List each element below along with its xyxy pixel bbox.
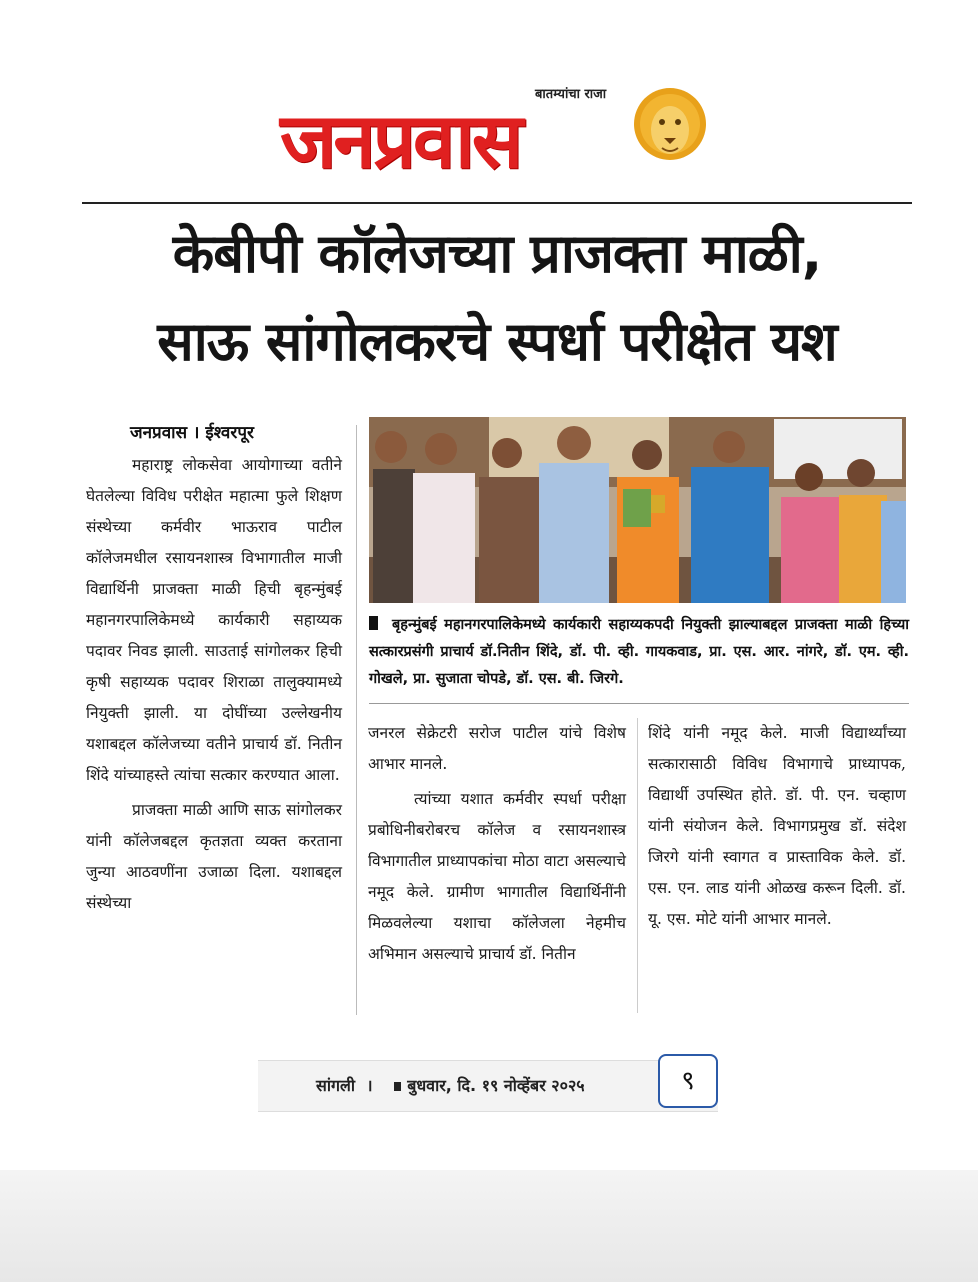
caption-text: बृहन्मुंबई महानगरपालिकेमध्ये कार्यकारी सहाय्यकपदी नियुक्ती झाल्याबद्दल प्राजक्ता माळी हिच्या सत्कारप्रसंगी प्राचार्य डॉ.नितीन शिंदे, डॉ. पी. व्ही. गायकवाड, प्रा. एस. आर. नांगरे, डॉ. एम. व्ही. गोखले, प्रा. सुजाता चोपडे, डॉ. एस. बी. जिरगे.: [369, 617, 909, 687]
masthead-tagline: बातम्यांचा राजा: [535, 87, 607, 102]
article-column-right: [648, 718, 906, 935]
paragraph: महाराष्ट्र लोकसेवा आयोगाच्या वतीने घेतलेल्या विविध परीक्षेत महात्मा फुले शिक्षण संस्थेच्या कर्मवीर भाऊराव पाटील कॉलेजमधील रसायनशास्त्र विभागातील माजी विद्यार्थिनी प्राजक्ता माळी हिची बृहन्मुंबई महानगरपालिकेमध्ये कार्यकारी सहाय्यक पदावर निवड झाली. साउताई सांगोलकर हिची कृषी सहाय्यक पदावर शिराळा तालुक्यामध्ये नियुक्ती झाली. या दोघींच्या उल्लेखनीय यशाबद्दल कॉलेजच्या वतीने प्राचार्य डॉ. नितीन शिंदे यांच्याहस्ते त्यांचा सत्कार करण्यात आला.: [86, 456, 342, 784]
footer-date: बुधवार, दि. १९ नोव्हेंबर २०२५: [407, 1076, 585, 1095]
page-number: ९: [658, 1054, 718, 1108]
column-divider: [356, 425, 357, 1015]
headline-line-1: केबीपी कॉलेजच्या प्राजक्ता माळी,: [172, 222, 822, 285]
page-bottom-shade: [0, 1170, 978, 1282]
paragraph: प्राजक्ता माळी आणि साऊ सांगोलकर यांनी कॉलेजबद्दल कृतज्ञता व्यक्त करताना जुन्या आठवणींना उजाळा दिला. यशाबद्दल संस्थेच्या: [86, 801, 342, 912]
article-column-left: [86, 450, 342, 919]
photo-caption: [369, 612, 909, 693]
caption-rule: [369, 703, 909, 704]
dateline: जनप्रवास । ईश्वरपूर: [130, 423, 254, 443]
article-column-middle: [368, 718, 626, 970]
paragraph: त्यांच्या यशात कर्मवीर स्पर्धा परीक्षा प्रबोधिनीबरोबरच कॉलेज व रसायनशास्त्र विभागातील प्राध्यापकांचा मोठा वाटा असल्याचे नमूद केले. ग्रामीण भागातील विद्यार्थिनींनी मिळवलेल्या यशाचा कॉलेजला नेहमीच अभिमान असल्याचे प्राचार्य डॉ. नितीन: [368, 790, 626, 963]
page-footer: [258, 1052, 718, 1118]
headline-line-2: साऊ सांगोलकरचे स्पर्धा परीक्षेत यश: [157, 310, 837, 373]
masthead: [280, 78, 710, 188]
paragraph: जनरल सेक्रेटरी सरोज पाटील यांचे विशेष आभार मानले.: [368, 724, 626, 773]
newspaper-logo-text: जनप्रवास: [280, 96, 521, 185]
lion-logo-icon: [630, 78, 710, 168]
caption-bullet-icon: [369, 616, 378, 630]
headline: [82, 210, 912, 386]
footer-bullet-icon: [394, 1082, 401, 1091]
footer-city: सांगली: [316, 1076, 355, 1095]
felicitation-photo: [369, 417, 906, 603]
column-divider: [637, 718, 638, 1013]
footer-dateline: [316, 1074, 585, 1096]
footer-separator: ।: [366, 1076, 373, 1095]
paragraph: शिंदे यांनी नमूद केले. माजी विद्यार्थ्यांच्या सत्कारासाठी विविध विभागाचे प्राध्यापक, विद्यार्थी उपस्थित होते. डॉ. पी. एन. चव्हाण यांनी संयोजन केले. विभागप्रमुख डॉ. संदेश जिरगे यांनी स्वागत व प्रास्ताविक केले. डॉ. एस. एन. लाड यांनी ओळख करून दिली. डॉ. यू. एस. मोटे यांनी आभार मानले.: [648, 724, 906, 928]
masthead-rule: [82, 202, 912, 204]
